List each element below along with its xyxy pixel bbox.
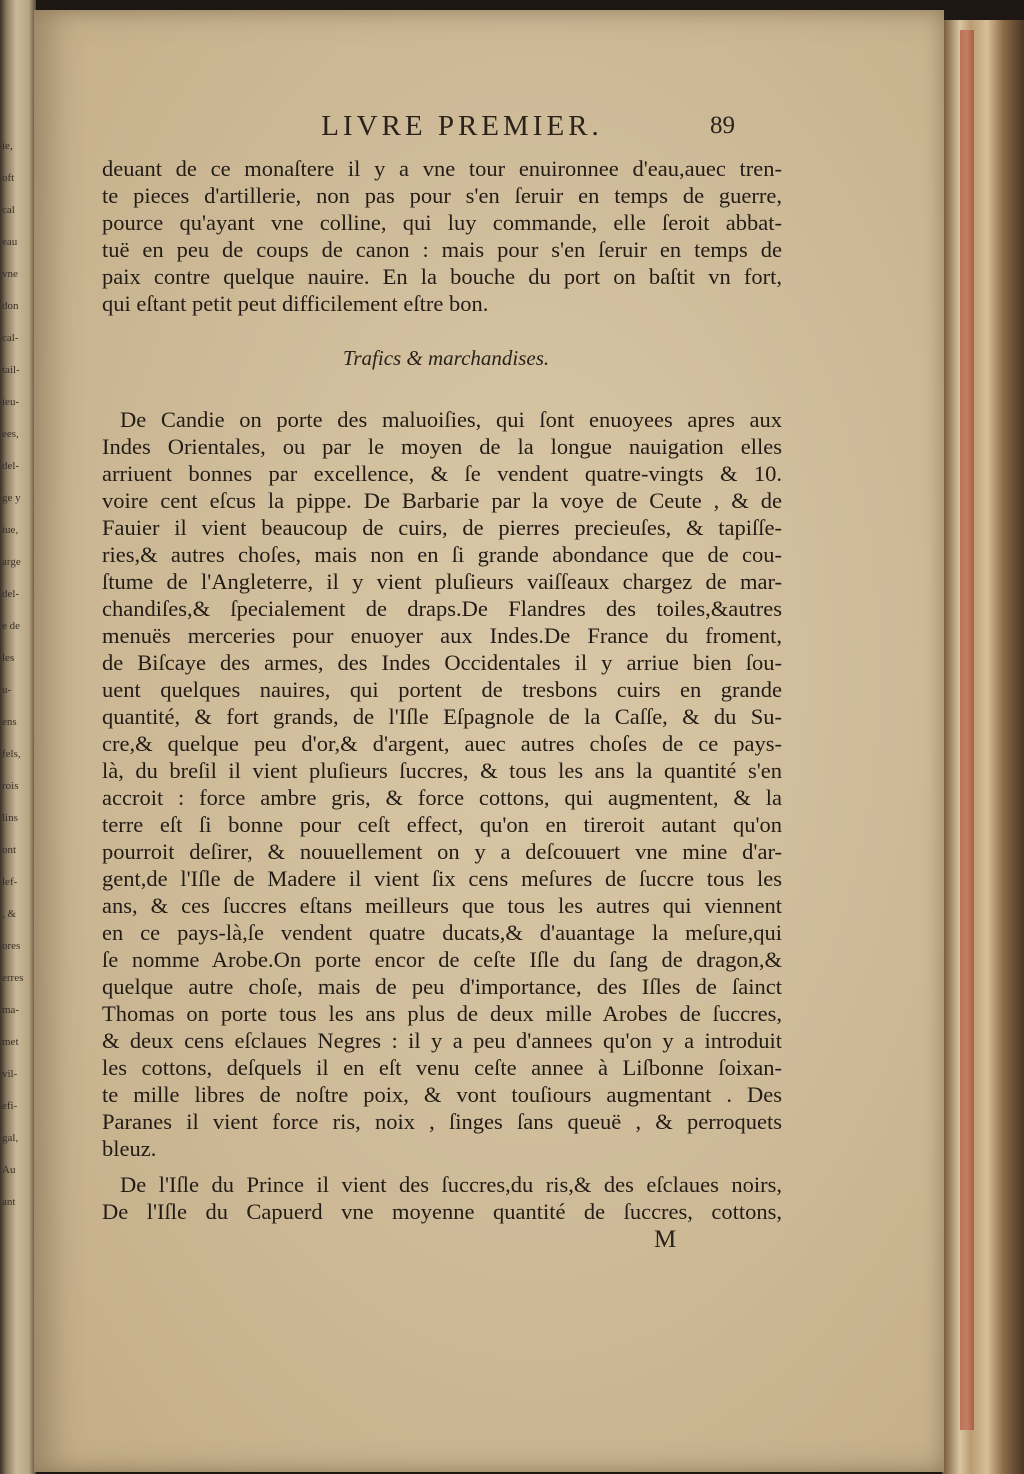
left-page-fragment: ie, — [2, 140, 13, 152]
text-line: les cottons, deſquels il en eſt venu ceſte annee à Liſbonne ſoixan- — [102, 1055, 782, 1080]
left-page-fragment: cal- — [2, 332, 19, 344]
text-line: ries,& autres choſes, mais non en ſi grande abondance que de cou- — [102, 542, 782, 567]
left-page-fragment: vil- — [2, 1068, 18, 1080]
left-page-fragment: lef- — [2, 876, 18, 888]
text-line: de Biſcaye des armes, des Indes Occidentales il y arriue bien ſou- — [102, 650, 782, 675]
text-line: quantité, & fort grands, de l'Iſle Eſpagnole de la Caſſe, & du Su- — [102, 704, 782, 729]
text-line: paix contre quelque nauire. En la bouche du port on baſtit vn fort, — [102, 264, 782, 289]
left-page-fragment: don — [2, 300, 19, 312]
last-paragraph — [102, 1171, 782, 1225]
left-page-fragment: fels, — [2, 748, 21, 760]
left-page-fragment: del- — [2, 460, 20, 472]
left-page-fragment: ant — [2, 1196, 16, 1208]
text-line: arriuent bonnes par excellence, & ſe vendent quatre-vingts & 10. — [102, 461, 782, 486]
left-page-fragment: vne — [2, 268, 18, 280]
left-page-fragment: cal — [2, 204, 15, 216]
text-line: te mille libres de noſtre poix, & vont touſiours augmentant . Des — [102, 1082, 782, 1107]
text-line: chandiſes,& ſpecialement de draps.De Flandres des toiles,&autres — [102, 596, 782, 621]
text-line: qui eſtant petit peut difficilement eſtre bon. — [102, 291, 489, 316]
left-page-fragment: met — [2, 1036, 19, 1048]
text-line: quelque autre choſe, mais de peu d'importance, des Iſles de ſainct — [102, 974, 782, 999]
text-line: pource qu'ayant vne colline, qui luy commande, elle ſeroit abbat- — [102, 210, 782, 235]
book-fore-edge — [942, 20, 1024, 1474]
text-line: en ce pays-là,ſe vendent quatre ducats,& d'auantage la meſure,qui — [102, 920, 782, 945]
text-line: gent,de l'Iſle de Madere il vient ſix cens meſures de ſuccre tous les — [102, 866, 782, 891]
text-line: là, du breſil il vient pluſieurs ſuccres, & tous les ans la quantité s'en — [102, 758, 782, 783]
left-page-fragment: ge y — [2, 492, 21, 504]
left-page-fragment: oft — [2, 172, 15, 184]
book-page — [34, 10, 944, 1472]
left-page-fragment: eau — [2, 236, 18, 248]
left-page-fragment: ma- — [2, 1004, 20, 1016]
text-line: deuant de ce monaſtere il y a vne tour enuironnee d'eau,auec tren- — [102, 156, 782, 181]
text-line: menuës merceries pour enuoyer aux Indes.De France du froment, — [102, 623, 782, 648]
left-page-fragment: ens — [2, 716, 17, 728]
running-head: LIVRE PREMIER. — [321, 110, 603, 142]
text-line: De l'Iſle du Capuerd vne moyenne quantité de ſuccres, cottons, — [102, 1199, 782, 1224]
left-page-fragment: gal, — [2, 1132, 19, 1144]
text-line: Thomas on porte tous les ans plus de deux mille Arobes de ſuccres, — [102, 1001, 782, 1026]
left-page-fragment: efi- — [2, 1100, 18, 1112]
top-paragraph — [102, 155, 782, 317]
text-line: accroit : force ambre gris, & force cottons, qui augmentent, & la — [102, 785, 782, 810]
left-page-fragment: rois — [2, 780, 19, 792]
text-line: uent quelques nauires, qui portent de tresbons cuirs en grande — [102, 677, 782, 702]
text-line: cre,& quelque peu d'or,& d'argent, auec autres choſes de ce pays- — [102, 731, 782, 756]
text-line: terre eſt ſi bonne pour ceſt effect, qu'on en tireroit autant qu'on — [102, 812, 782, 837]
text-line: ſtume de l'Angleterre, il y vient pluſieurs vaiſſeaux chargez de mar- — [102, 569, 782, 594]
left-page-fragment: les — [2, 652, 15, 664]
left-page-fragment: u- — [2, 684, 12, 696]
left-page-fragment: ees, — [2, 428, 19, 440]
left-page-fragment: tail- — [2, 364, 20, 376]
left-page-fragment: del- — [2, 588, 20, 600]
catchword: M — [654, 1226, 677, 1253]
left-page-fragment: ont — [2, 844, 17, 856]
red-edge-band — [960, 30, 974, 1430]
text-line: tuë en peu de coups de canon : mais pour s'en ſeruir en temps de — [102, 237, 782, 262]
left-page-fragment: arge — [2, 556, 21, 568]
text-line: pourroit deſirer, & nouuellement on y a deſcouuert vne mine d'ar- — [102, 839, 782, 864]
left-page-fragment: erres — [2, 972, 24, 984]
text-line: Indes Orientales, ou par le moyen de la longue nauigation elles — [102, 434, 782, 459]
adjacent-page-edge — [0, 0, 36, 1474]
text-line: ans, & ces ſuccres eſtans meilleurs que tous les autres qui viennent — [102, 893, 782, 918]
text-line: bleuz. — [102, 1136, 157, 1161]
left-page-fragment: ieu- — [2, 396, 20, 408]
section-heading: Trafics & marchandises. — [342, 346, 550, 370]
left-page-fragment: ores — [2, 940, 21, 952]
main-paragraph — [102, 406, 782, 1162]
text-line: & deux cens eſclaues Negres : il y a peu d'annees qu'on y a introduit — [102, 1028, 782, 1053]
left-page-fragment: iue, — [2, 524, 19, 536]
text-line: De l'Iſle du Prince il vient des ſuccres,du ris,& des eſclaues noirs, — [120, 1172, 782, 1197]
page-number: 89 — [710, 112, 735, 139]
text-line: te pieces d'artillerie, non pas pour s'en ſeruir en temps de guerre, — [102, 183, 782, 208]
left-page-fragment: , & — [2, 908, 17, 920]
left-page-fragment: e de — [2, 620, 21, 632]
left-page-fragment: lins — [2, 812, 18, 824]
left-page-fragment: Au — [2, 1164, 16, 1176]
text-line: Paranes il vient force ris, noix , ſinges ſans queuë , & perroquets — [102, 1109, 782, 1134]
text-line: voire cent eſcus la pippe. De Barbarie par la voye de Ceute , & de — [102, 488, 782, 513]
text-line: ſe nomme Arobe.On porte encor de ceſte Iſle du ſang de dragon,& — [102, 947, 782, 972]
text-line: De Candie on porte des maluoiſies, qui ſont enuoyees apres aux — [120, 407, 782, 432]
text-line: Fauier il vient beaucoup de cuirs, de pierres precieuſes, & tapiſſe- — [102, 515, 782, 540]
